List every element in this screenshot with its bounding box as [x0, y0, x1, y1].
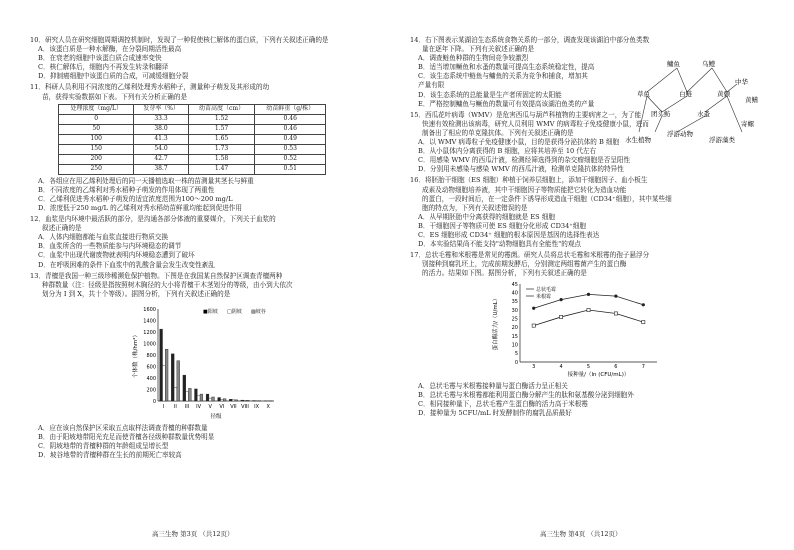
q11-stem-1: 11．科研人员利用不同浓度的乙烯利处理秀水稻种子，测量种子萌发及其形成的幼 [30, 83, 270, 92]
bar-阴坡 [174, 387, 177, 401]
q17-option-d: D．接种量为 5CFU/mL 时发酵制作的腐乳品质最好 [418, 408, 572, 417]
q10-option-b: B．在衰老的细胞中该蛋白质合成速率变快 [38, 54, 162, 63]
q14-option-a: A．调查鲢鱼种群的生物间竞争较激烈 [418, 54, 529, 63]
y-tick-label: 800 [146, 352, 156, 359]
q12-option-a: A．人体内细胞都能与血浆直接进行物质交换 [38, 233, 169, 242]
y-tick-label: 15 [511, 334, 518, 341]
q15-option-b: B．从小鼠体内分离获得的 B 细胞，应将其培养至 10 代左右 [418, 147, 597, 156]
data-point [532, 324, 535, 327]
q10-option-d: D．抑制癌细胞中该蛋白质的合成，可减缓细胞分裂 [38, 72, 189, 81]
legend-entry: 总状毛霉 [536, 287, 557, 294]
table-cell: 41.3 [134, 134, 188, 144]
bar-阳坡 [229, 399, 232, 401]
x-tick-label: X [266, 403, 270, 410]
q12-stem-2: 叙述正确的是 [42, 224, 82, 233]
q17-line-3: 的活力。结果如下图。据图分析，下列有关叙述正确的是 [422, 269, 587, 278]
q12-stem-1: 12．血浆是内环境中最活跃的部分，是沟通各部分体液的重要媒介，下列关于血浆的 [30, 215, 276, 224]
q14-option-d: D．该生态系统的总能量是生产者所固定的太阳能 [418, 90, 562, 99]
y-tick-label: 0 [152, 398, 156, 405]
q10-stem: 10．研究人员在研究细胞周期调控机制时，发现了一种促使核仁解体的蛋白质，下列有关叙述正确的是 [30, 36, 329, 44]
food-web-node: 黄鳝 [745, 96, 758, 104]
q14-line-2: 量在逐年下降。下列有关叙述正确的是 [422, 45, 535, 54]
q14-option-b: B．适当增加鳜鱼和水蚤的数量可提高生态系统稳定性，提高 [418, 63, 595, 72]
food-web-node: 鳙鱼 [667, 60, 680, 68]
y-tick-label: 1400 [143, 318, 156, 325]
table-header: 发芽率（%） [134, 104, 188, 114]
q17-line-chart [490, 278, 665, 378]
q16-option-c: C．ES 细胞形成 CD34⁺ 细胞的根本原因是基因的选择性表达 [418, 230, 600, 239]
legend-entry: 米根霉 [536, 294, 552, 301]
food-web-node: 中华 [735, 78, 748, 86]
bar-阳坡 [206, 394, 209, 401]
y-tick-label: 45 [511, 282, 518, 289]
x-tick-label: IX [254, 403, 260, 410]
data-point [587, 309, 590, 312]
q16-line-4: 胞的特点为，下列有关叙述错误的是 [422, 203, 528, 212]
table-cell: 0.51 [255, 164, 326, 174]
x-tick-label: I [163, 403, 165, 410]
food-web-node: 草鱼 [637, 90, 650, 98]
q17-option-a: A．总状毛霉与米根霉接种量与蛋白酶活力呈正相关 [418, 381, 568, 390]
table-cell: 1.58 [188, 154, 255, 164]
y-tick-label: 25 [511, 316, 518, 323]
table-cell: 100 [59, 134, 134, 144]
table-cell: 0.46 [255, 124, 326, 134]
left-column [30, 36, 387, 462]
q14-option-c: C．该生态系统中鲢鱼与鳙鱼的关系为竞争和捕食，增加其 [418, 72, 588, 81]
q16-line-2: 成素及动物细胞培养液，其中干细胞因子等物质能把它转化为造血功能 [422, 185, 627, 194]
table-row [59, 124, 326, 134]
question-17 [410, 251, 767, 418]
q14-option-c-cont: 产量有限 [418, 81, 445, 90]
y-tick-label: 20 [511, 325, 518, 332]
x-axis-label: 径级 [210, 413, 222, 420]
food-web-node: 乌鳢 [702, 60, 715, 68]
bar-坡谷 [235, 400, 238, 401]
bar-阴坡 [244, 400, 247, 401]
q15-option-d: D．分别用未感染与感染 WMV 的西瓜汁液，检测单克隆抗体的特异性 [418, 165, 624, 174]
q14-line-1: 14．右下图表示某湖泊生态系统食物关系的一部分，调查发现该湖泊中部分鱼类数 [410, 36, 650, 44]
y-tick-label: 40 [511, 290, 518, 297]
y-tick-label: 1000 [143, 341, 156, 348]
table-cell: 1.57 [188, 124, 255, 134]
food-web-node: 浮游藻类 [709, 136, 735, 144]
q11-option-a: A．各组应在用乙烯利处理后的同一天播植选取一株的苗测量其茎长与鲜重 [38, 176, 254, 185]
q11-option-c: C．乙烯利促进秀水稻种子萌发的适宜浓度范围为100～200 mg/L [38, 194, 233, 203]
table-header-row [59, 104, 326, 114]
right-column [410, 36, 767, 420]
page-footer-right: 高三生物 第4页 （共12页） [540, 530, 622, 538]
x-tick-label: 3 [532, 364, 536, 371]
q13-line-2: 种群数量（注：径级是指按照树木胸径的大小将青檀干木茎划分的等级，由小到大依次 [42, 280, 293, 289]
q17-line-2: 别接种到腐乳坯上，完成前期发酵后，分别测定两组霉菌产生的蛋白酶 [422, 260, 627, 269]
question-10 [30, 36, 387, 81]
q13-option-d: D．坡谷地带的青檀种群在生长的前期死亡率较高 [38, 451, 182, 460]
table-cell: 0.49 [255, 134, 326, 144]
q14-option-e: E．严格控制鳙鱼与鳜鱼的数量可有效提高该湖泊鱼类的产量 [418, 99, 595, 108]
bar-阳坡 [160, 329, 163, 401]
q15-line-2: 快速有效检测出该病毒，研究人员利用 WMV 的病毒粒子免疫健康小鼠，进而 [422, 119, 649, 128]
q17-option-b: B．总状毛霉与米根霉都能利用蛋白酶分解产生的肽和氨基酸分泌到细胞外 [418, 390, 634, 399]
bar-坡谷 [223, 399, 226, 401]
table-row [59, 154, 326, 164]
data-point [614, 312, 617, 315]
bar-阴坡 [163, 365, 166, 401]
question-12 [30, 215, 387, 270]
question-16 [410, 176, 767, 249]
x-tick-label: IV [196, 403, 202, 410]
q11-option-d: D．浓度低于250 mg/L 的乙烯利对秀水稻幼苗鲜重均能起到促进作用 [38, 203, 242, 212]
q13-line-1: 13．青檀是我国一种三级珍稀濒危保护植物。下图是在我国某自然保护区调查青檀两种 [30, 271, 283, 280]
table-cell: 1.52 [188, 114, 255, 124]
table-cell: 1.65 [188, 134, 255, 144]
bar-阳坡 [183, 375, 186, 401]
y-tick-label: 0 [514, 360, 518, 367]
q16-line-3: 的蛋白，一段时间后，在一定条件下诱导形成造血干细胞（CD34⁺细胞），其中某些细 [422, 194, 672, 203]
y-tick-label: 1600 [143, 306, 156, 313]
table-cell: 1.47 [188, 164, 255, 174]
q13-option-b: B．由于阳坡地带阳光充足而使青檀各径级种群数量优势明显 [38, 433, 215, 442]
table-header: 幼苗鲜重（g/株） [255, 104, 326, 114]
data-point [560, 316, 563, 319]
data-point [560, 298, 563, 301]
q11-data-table [58, 104, 326, 175]
y-axis-label: 个体数（株/hm²） [133, 331, 139, 378]
table-row [59, 164, 326, 174]
q16-option-b: B．干细胞因子等物质可使 ES 细胞分化形成 CD34⁺细胞 [418, 221, 586, 230]
bar-阳坡 [218, 397, 221, 400]
bar-坡谷 [200, 394, 203, 401]
food-web-node: 寄螺 [741, 120, 754, 128]
q13-option-a: A．应在该自然保护区采取五点取样法调查青檀的种群数量 [38, 423, 208, 432]
table-cell: 38.0 [134, 124, 188, 134]
legend-entry: ▨坡谷 [251, 308, 266, 315]
table-cell: 250 [59, 164, 134, 174]
table-cell: 0.52 [255, 154, 326, 164]
food-web-node: 黄颡 [717, 90, 730, 98]
data-point [532, 307, 535, 310]
food-web-node: 浮游动物 [667, 130, 693, 138]
table-cell: 33.3 [134, 114, 188, 124]
bar-坡谷 [177, 361, 180, 401]
y-tick-label: 400 [146, 375, 156, 382]
y-tick-label: 5 [514, 351, 518, 358]
bar-阳坡 [171, 354, 174, 401]
q17-line-1: 17．总状毛霉和米根霉是常见的霉菌。研究人员将总状毛霉和米根霉的孢子悬浮分 [410, 251, 650, 260]
table-cell: 38.7 [134, 164, 188, 174]
food-web-node: 水生植物 [625, 136, 651, 144]
x-tick-label: VI [219, 403, 225, 410]
q16-line-1: 16．将胚胎干细胞（ES 细胞）种植于饲养层细胞上，添加干细胞因子、血小板生 [410, 176, 648, 185]
table-cell: 0 [59, 114, 134, 124]
q11-stem-2: 苗，获得实验数据如下表。下列有关分析正确的是 [42, 92, 188, 101]
y-axis-label: 蛋白酶活力/（U/mL） [493, 296, 499, 351]
x-tick-label: 5 [586, 364, 591, 371]
bar-阴坡 [186, 392, 189, 401]
y-tick-label: 200 [146, 387, 156, 394]
table-cell: 50 [59, 124, 134, 134]
question-13 [30, 272, 387, 461]
food-web-node: 水蚤 [697, 110, 710, 118]
table-header: 幼苗高度（cm） [188, 104, 255, 114]
y-tick-label: 1200 [143, 329, 156, 336]
q15-line-3: 制备出了相应的单克隆抗体。下列有关叙述正确的是 [422, 128, 574, 137]
x-axis-label: 接种量/（ln (CFU/mL)） [567, 372, 630, 379]
q13-option-c: C．阴坡地带的青檀种群的年龄组成呈增长型 [38, 442, 169, 451]
table-cell: 1.73 [188, 144, 255, 154]
x-tick-label: II [173, 403, 177, 410]
data-point [642, 304, 645, 307]
table-cell: 0.53 [255, 144, 326, 154]
q12-option-c: C．血浆中出现代谢废物就表明内环境稳态遭到了破坏 [38, 251, 195, 260]
bar-阴坡 [197, 396, 200, 401]
bar-坡谷 [212, 397, 215, 401]
table-row [59, 114, 326, 124]
q10-option-a: A．该蛋白质是一种水解酶，在分裂间期活性最高 [38, 45, 182, 54]
x-tick-label: VII [230, 403, 237, 410]
bar-坡谷 [165, 349, 168, 401]
q15-line-1: 15．西瓜花叶病毒（WMV）是危害西瓜与葫芦科植物的主要病害之一，为了能 [410, 110, 642, 119]
table-cell: 150 [59, 144, 134, 154]
x-tick-label: 4 [559, 364, 563, 371]
q13-bar-chart [130, 299, 280, 421]
question-11 [30, 83, 387, 213]
q12-option-d: D．在呼吸困难的条件下血浆中的乳酸含量会发生改变性紊乱 [38, 260, 215, 269]
bar-阴坡 [221, 399, 224, 401]
data-point [587, 293, 590, 296]
bar-阴坡 [232, 400, 235, 401]
food-web-node: 团头鲂 [651, 110, 671, 118]
page-footer-left: 高三生物 第3页 （共12页） [152, 530, 234, 538]
q13-line-3: 划分为 I 到 X，共十个等级）。据图分析，下列有关叙述正确的是 [42, 289, 231, 298]
table-cell: 42.7 [134, 154, 188, 164]
x-tick-label: 7 [641, 364, 645, 371]
q17-option-c: C．相同接种量下，总状毛霉产生蛋白酶的活力高于米根霉 [418, 399, 588, 408]
q15-option-a: A．以 WMV 病毒粒子免疫健康小鼠，目的是获得分泌抗体的 B 细胞 [418, 138, 620, 147]
x-tick-label: V [208, 403, 212, 410]
legend-entry: ■阳坡 [203, 308, 218, 315]
x-tick-label: III [184, 403, 190, 410]
y-tick-label: 35 [511, 299, 518, 306]
q16-option-a: A．从早期胚胎中分离获得的细胞就是 ES 细胞 [418, 212, 555, 221]
table-cell: 0.46 [255, 114, 326, 124]
q16-option-d: D．本实验结果尚不能支持"动物细胞具有全能性"的观点 [418, 240, 582, 249]
y-tick-label: 600 [146, 364, 156, 371]
table-row [59, 134, 326, 144]
table-row [59, 144, 326, 154]
q12-option-b: B．血浆所含的一些物质能参与内环境稳态的调节 [38, 242, 182, 251]
series-line-米根霉 [534, 310, 644, 326]
q15-option-c: C．用感染 WMV 的西瓜汁液，检测经筛选得到的杂交瘤细胞是否呈阳性 [418, 156, 631, 165]
bar-阳坡 [195, 389, 198, 401]
table-cell: 54.0 [134, 144, 188, 154]
table-cell: 200 [59, 154, 134, 164]
data-point [614, 295, 617, 298]
q13-bar-chart-wrap [30, 299, 387, 424]
y-tick-label: 30 [511, 308, 518, 315]
bar-阳坡 [241, 400, 244, 401]
bar-阴坡 [209, 398, 212, 401]
y-tick-label: 10 [511, 342, 518, 349]
legend-entry: □阴坡 [227, 308, 242, 315]
x-tick-label: 6 [614, 364, 618, 371]
bar-坡谷 [188, 388, 191, 401]
x-tick-label: VIII [241, 403, 249, 410]
q11-option-b: B．不同浓度的乙烯利对秀水稻种子萌发的作用体现了两重性 [38, 185, 215, 194]
table-header: 处理浓度（mg/L） [59, 104, 134, 114]
food-web-node: 白鲢 [679, 90, 692, 98]
bar-坡谷 [246, 400, 249, 401]
data-point [642, 321, 645, 324]
q10-option-c: C．核仁解体后，细胞内不再发生转录和翻译 [38, 63, 169, 72]
food-web-diagram [617, 54, 767, 154]
